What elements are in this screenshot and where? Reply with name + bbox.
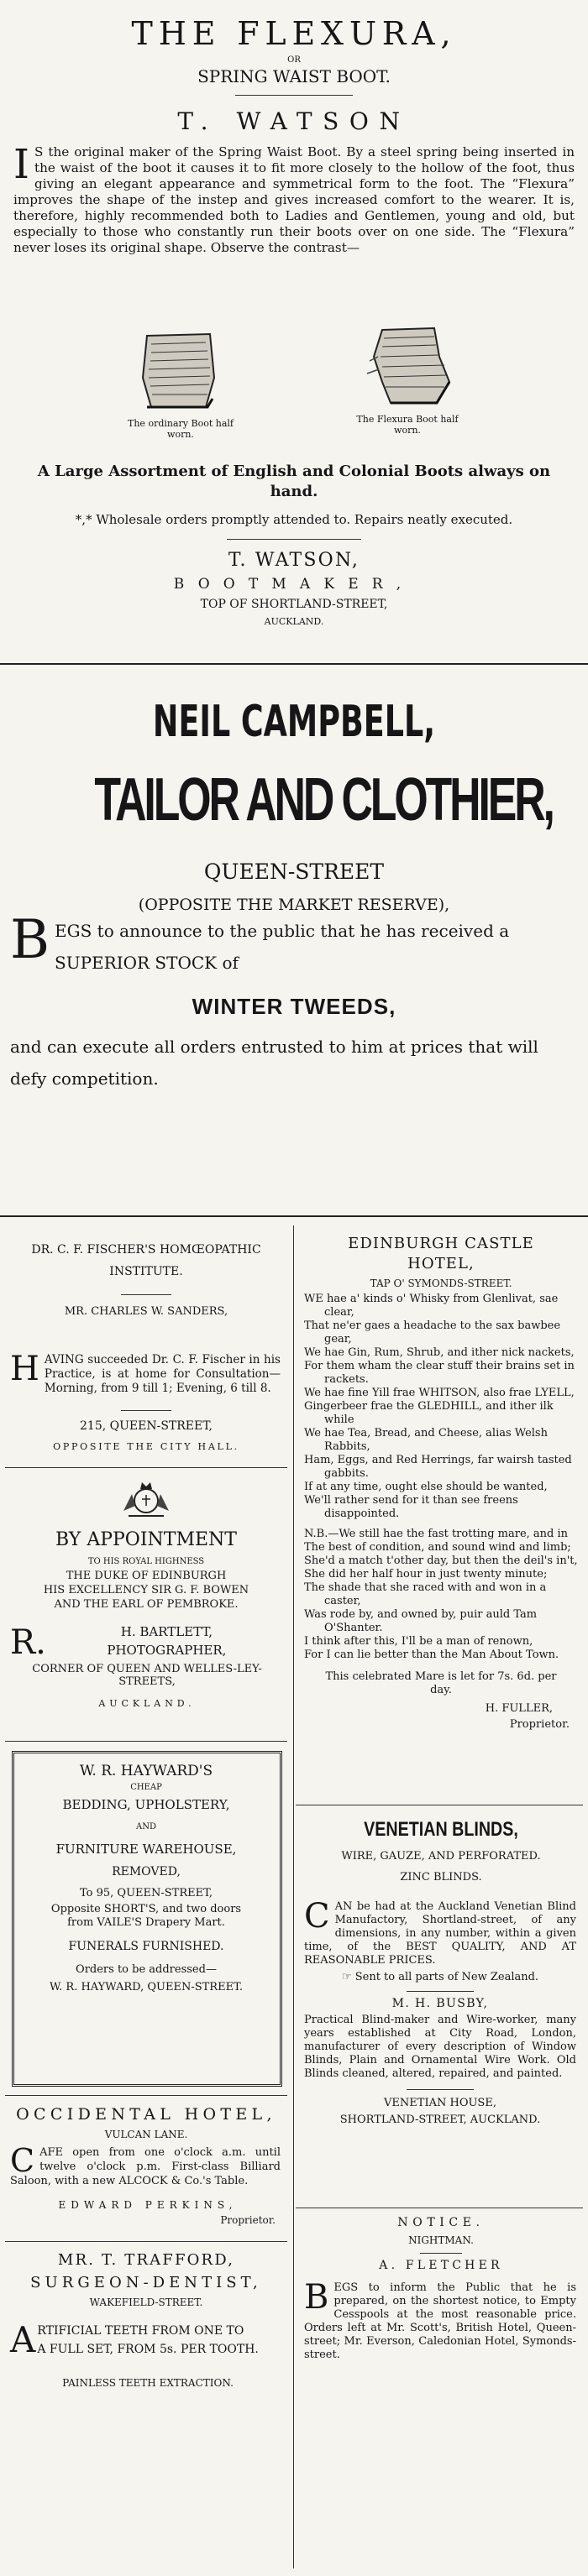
- divider: [420, 2253, 462, 2254]
- campbell-name: NEIL CAMPBELL,: [152, 697, 436, 747]
- campbell-body: [10, 909, 578, 1095]
- trafford-ad: [8, 2251, 284, 2308]
- venetian-address: SHORTLAND-STREET, AUCKLAND.: [339, 2114, 541, 2126]
- notice-body-text: EGS to inform the Public that he is prepared, on the shortest notice, to Empty Cesspools at the most reasonable price. Orders left at Mr. Scott's, British Hotel, Queen-street; Mr. Everson, Caledonian Hotel, Symonds-street.: [304, 2281, 576, 2361]
- notice-ad: [302, 2216, 580, 2272]
- flexura-body-text: S the original maker of the Spring Waist Boot. By a steel spring being inserted in the waist of the boot it causes it to fit more closely to the hollow of the foot, thus giving an elegant appearance and symmetrical form to the foot. The “Flexura” improves the shape of the instep and gives increased comfort to the wearer. It is, therefore, highly recommended both to Ladies and Gentlemen, young and old, but especially to those who constantly run their boots over on one side. The “Flexura” never loses its original shape. Observe the contrast—: [13, 144, 575, 255]
- verse-line: Ham, Eggs, and Red Herrings, far wairsh tasted gabbits.: [304, 1454, 572, 1480]
- dropcap: A: [10, 2319, 36, 2360]
- divider: [0, 663, 588, 665]
- verse-line: For them wham the clear stuff their brains set in rackets.: [304, 1360, 575, 1386]
- verse-line: Was rode by, and owned by, puir auld Tam O'Shanter.: [304, 1608, 538, 1634]
- bartlett-to: TO HIS ROYAL HIGHNESS: [87, 1557, 205, 1566]
- bartlett-body: [10, 1624, 284, 1709]
- caption-flexura: The Flexura Boot half worn.: [356, 414, 459, 436]
- caption-ordinary: The ordinary Boot half worn.: [128, 418, 234, 440]
- verse-line: She'd a match t'other day, but then the deil's in't,: [304, 1554, 578, 1567]
- trafford-street: WAKEFIELD-STREET.: [89, 2296, 203, 2308]
- verse-line: We hae Gin, Rum, Shrub, and ither nick nackets,: [304, 1346, 575, 1359]
- campbell-highlight: WINTER TWEEDS,: [192, 994, 396, 1019]
- verse-line: For I can lie better than the Man About Town.: [304, 1649, 559, 1661]
- venetian-title: VENETIAN BLINDS,: [364, 1818, 518, 1841]
- flexura-subtitle: SPRING WAIST BOOT.: [197, 66, 391, 86]
- dropcap: B: [304, 2278, 329, 2317]
- hayward-removed: REMOVED,: [112, 1865, 181, 1878]
- occidental-role: Proprietor.: [220, 2214, 276, 2226]
- notice-name: A. FLETCHER: [379, 2259, 503, 2272]
- hayward-name: W. R. HAYWARD'S: [79, 1763, 213, 1779]
- occidental-name: OCCIDENTAL HOTEL,: [16, 2105, 276, 2124]
- fischer-body-text: AVING succeeded Dr. C. F. Fischer in his Practice, is at home for Consultation—Morning, from 9 till 1; Evening, 6 till 8.: [44, 1353, 281, 1395]
- verse-line: N.B.—We still hae the fast trotting mare, and in: [304, 1528, 569, 1540]
- occidental-ad: [8, 2105, 284, 2140]
- assortment: A Large Assortment of English and Colonial Boots always on hand.: [37, 462, 551, 500]
- verse-line: We'll rather send for it than see freens disappointed.: [304, 1494, 518, 1520]
- dropcap: R.: [10, 1623, 46, 1662]
- divider: [5, 2241, 287, 2242]
- hayward-line1: BEDDING, UPHOLSTERY,: [62, 1797, 230, 1812]
- hayward-address: W. R. HAYWARD, QUEEN-STREET.: [50, 1981, 243, 1993]
- divider: [227, 539, 361, 540]
- bartlett-corner: CORNER OF QUEEN AND WELLES-LEY-STREETS,: [32, 1663, 262, 1688]
- hayward-to: To 95, QUEEN-STREET,: [79, 1887, 213, 1899]
- fischer-title: DR. C. F. FISCHER'S HOMŒOPATHIC INSTITUTE.: [31, 1243, 261, 1278]
- divider: [407, 1991, 474, 1992]
- fischer-body: [10, 1350, 281, 1396]
- hayward-cheap: CHEAP: [130, 1783, 162, 1792]
- sign-name: T. WATSON,: [228, 550, 360, 571]
- verse-line: We hae fine Yill frae WHITSON, also frae LYELL,: [304, 1387, 575, 1399]
- wholesale: *,* Wholesale orders promptly attended to. Repairs neatly executed.: [75, 512, 513, 527]
- flexura-ad: [17, 15, 571, 135]
- flexura-or: OR: [287, 55, 301, 65]
- hayward-and: AND: [136, 1822, 156, 1831]
- divider: [407, 2089, 474, 2090]
- bartlett-trade: PHOTOGRAPHER,: [107, 1643, 227, 1658]
- divider: [0, 1215, 588, 1217]
- verse-line: I think after this, I'll be a man of renown,: [304, 1635, 533, 1648]
- verse-line: She did her half hour in just twenty minute;: [304, 1568, 548, 1581]
- bartlett-excellency: HIS EXCELLENCY SIR G. F. BOWEN: [43, 1584, 249, 1596]
- verse-line: If at any time, ought else should be wanted,: [304, 1481, 548, 1493]
- fischer-opposite: OPPOSITE THE CITY HALL.: [53, 1441, 239, 1452]
- dropcap: C: [10, 2142, 35, 2179]
- campbell-street: QUEEN-STREET: [203, 860, 385, 884]
- hayward-orders: Orders to be addressed—: [76, 1963, 217, 1976]
- divider: [121, 1294, 171, 1295]
- venetian-sub: WIRE, GAUZE, AND PERFORATED.: [341, 1850, 541, 1863]
- hayward-line2: FURNITURE WAREHOUSE,: [55, 1842, 237, 1857]
- occidental-body-text: AFE open from one o'clock a.m. until twelve o'clock p.m. First-class Billiard Saloon, with a new ALCOCK & Co.'s Table.: [10, 2146, 281, 2187]
- campbell-ad: [17, 697, 571, 914]
- ordinary-boot: [118, 327, 244, 440]
- notice-body: [304, 2278, 576, 2362]
- sign-address: TOP OF SHORTLAND-STREET,: [200, 598, 388, 611]
- dropcap: I: [13, 141, 29, 188]
- trafford-line2: A FULL SET, FROM 5s. PER TOOTH.: [37, 2343, 259, 2356]
- venetian-body: [304, 1897, 576, 2127]
- divider: [5, 1741, 287, 1742]
- fischer-ad: [8, 1239, 284, 1318]
- divider: [5, 2095, 287, 2096]
- ordinary-boot-icon: [130, 327, 231, 411]
- bartlett-by: BY APPOINTMENT: [55, 1529, 237, 1550]
- notice-title: NOTICE.: [397, 2216, 485, 2229]
- verse-line: The best of condition, and sound wind and limb;: [304, 1541, 571, 1554]
- venetian-zinc: ZINC BLINDS.: [400, 1871, 482, 1884]
- venetian-name: M. H. BUSBY,: [391, 1997, 489, 2010]
- occidental-lane: VULCAN LANE.: [104, 2129, 188, 2140]
- flexura-signature: [17, 539, 571, 627]
- bartlett-ad: [8, 1474, 284, 1611]
- column-divider: [293, 1225, 294, 2568]
- edinburgh-celebrated: This celebrated Mare is let for 7s. 6d. per day.: [325, 1670, 557, 1696]
- dropcap: C: [304, 1897, 330, 1936]
- bartlett-city: AUCKLAND.: [98, 1698, 196, 1709]
- notice-sub: NIGHTMAN.: [408, 2234, 474, 2246]
- venetian-ad: [302, 1818, 580, 1884]
- venetian-sent: ☞ Sent to all parts of New Zealand.: [341, 1971, 539, 1983]
- divider: [235, 95, 353, 96]
- royal-crest-icon: [117, 1474, 176, 1524]
- bartlett-name: H. BARTLETT,: [120, 1624, 213, 1639]
- flexura-boot: [344, 323, 470, 436]
- hayward-funerals: FUNERALS FURNISHED.: [68, 1940, 224, 1953]
- divider: [5, 1467, 287, 1468]
- edinburgh-ad: [302, 1234, 580, 1289]
- edinburgh-verse: [304, 1293, 578, 1731]
- edinburgh-role: Proprietor.: [509, 1718, 570, 1731]
- venetian-house: VENETIAN HOUSE,: [384, 2097, 496, 2109]
- occidental-body: [10, 2142, 281, 2188]
- fischer-address: 215, QUEEN-STREET,: [80, 1419, 213, 1433]
- venetian-practical: Practical Blind-maker and Wire-worker, many years established at City Road, London, manufacturer of every description of Window Blinds, Plain and Ornamental Wire Work. Old Blinds cleaned, altered, repaired, and painted.: [304, 2014, 576, 2080]
- sign-city: AUCKLAND.: [264, 616, 324, 627]
- edinburgh-proprietor: H. FULLER,: [485, 1702, 553, 1715]
- verse-line: That ne'er gaes a headache to the sax bawbee gear,: [304, 1319, 561, 1345]
- campbell-opposite: (OPPOSITE THE MARKET RESERVE),: [138, 896, 450, 914]
- hayward-content: [20, 1763, 272, 1993]
- campbell-body1: EGS to announce to the public that he has received a SUPERIOR STOCK of: [55, 921, 510, 973]
- verse-line: Gingerbeer frae the GLEDHILL, and ither ilk while: [304, 1400, 554, 1426]
- verse-line: The shade that she raced with and won in a caster,: [304, 1581, 547, 1607]
- venetian-body-text: AN be had at the Auckland Venetian Blind Manufactory, Shortland-street, of any dimensions, in any number, within a given time, of the BEST QUALITY, AND AT REASONABLE PRICES.: [304, 1900, 576, 1967]
- edinburgh-tap: TAP O' SYMONDS-STREET.: [370, 1278, 512, 1289]
- edinburgh-name: EDINBURGH CASTLE HOTEL,: [348, 1235, 534, 1272]
- sign-trade: BOOTMAKER,: [173, 576, 415, 593]
- flexura-boot-icon: [357, 323, 458, 407]
- trafford-line1: RTIFICIAL TEETH FROM ONE TO: [37, 2324, 244, 2338]
- trafford-body: [10, 2319, 286, 2392]
- divider: [121, 1410, 171, 1411]
- fischer-address-block: [8, 1410, 284, 1452]
- occidental-proprietor: EDWARD PERKINS,: [58, 2199, 238, 2211]
- dropcap: B: [10, 909, 50, 971]
- verse-line: WE hae a' kinds o' Whisky from Glenlivat, sae clear,: [304, 1293, 559, 1319]
- verse-line: We hae Tea, Bread, and Cheese, alias Welsh Rabbits,: [304, 1427, 548, 1453]
- flexura-body: [13, 141, 575, 256]
- occidental-signature: [13, 2199, 282, 2226]
- bartlett-earl: AND THE EARL OF PEMBROKE.: [54, 1598, 239, 1611]
- flexura-maker: T. WATSON: [177, 107, 411, 135]
- dropcap: H: [10, 1350, 39, 1388]
- campbell-body2: and can execute all orders entrusted to him at prices that will defy competition.: [10, 1037, 538, 1089]
- flexura-title: THE FLEXURA,: [131, 15, 457, 52]
- bartlett-duke: THE DUKE OF EDINBURGH: [66, 1570, 227, 1582]
- campbell-trade: TAILOR AND CLOTHIER,: [94, 766, 553, 833]
- trafford-name: MR. T. TRAFFORD,: [57, 2251, 235, 2269]
- hayward-opp: Opposite SHORT'S, and two doors from VAILE'S Drapery Mart.: [50, 1903, 242, 1929]
- fischer-name: MR. CHARLES W. SANDERS,: [64, 1305, 228, 1318]
- trafford-painless: PAINLESS TEETH EXTRACTION.: [62, 2377, 234, 2389]
- trafford-title: SURGEON-DENTIST,: [30, 2274, 262, 2291]
